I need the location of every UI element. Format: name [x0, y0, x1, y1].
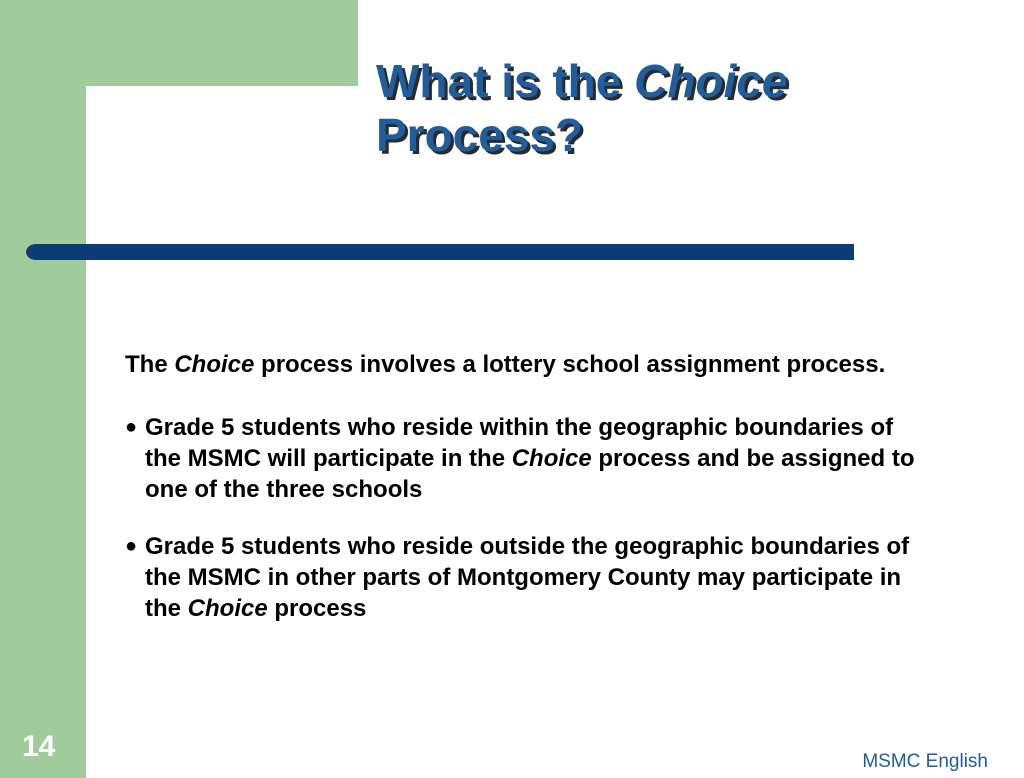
title-divider-bar — [26, 244, 854, 260]
title-text-line2: Process? — [376, 109, 584, 161]
intro-text: The — [125, 351, 175, 378]
bullet-text: Grade 5 students who reside within the geographic boundaries of the MSMC will participate in the — [145, 414, 894, 472]
page-number: 14 — [22, 730, 56, 763]
bullet-list — [125, 412, 915, 624]
bullet-icon: ● — [125, 416, 138, 438]
bullet-text-rest: process — [267, 595, 367, 622]
list-item — [125, 412, 915, 505]
slide-body — [125, 349, 915, 650]
intro-emphasis: Choice — [174, 351, 255, 378]
title-emphasis: Choice — [634, 55, 788, 107]
slide-title — [376, 54, 788, 162]
list-item — [125, 531, 915, 624]
bullet-text: Grade 5 students who reside outside the geographic boundaries of the MSMC in other parts of Montgomery County may participate in the — [145, 533, 910, 622]
bullet-text-rest: process and be assigned to one of the three schools — [145, 445, 915, 503]
green-frame-top — [0, 0, 358, 86]
intro-text-rest: process involves a lottery school assignment process. — [254, 351, 886, 378]
bullet-icon: ● — [125, 535, 138, 557]
green-frame-left — [0, 0, 86, 778]
title-text: What is the — [376, 55, 635, 107]
intro-paragraph — [125, 349, 915, 380]
bullet-emphasis: Choice — [511, 445, 592, 472]
footer-label: MSMC English — [862, 751, 988, 772]
bullet-emphasis: Choice — [187, 595, 268, 622]
